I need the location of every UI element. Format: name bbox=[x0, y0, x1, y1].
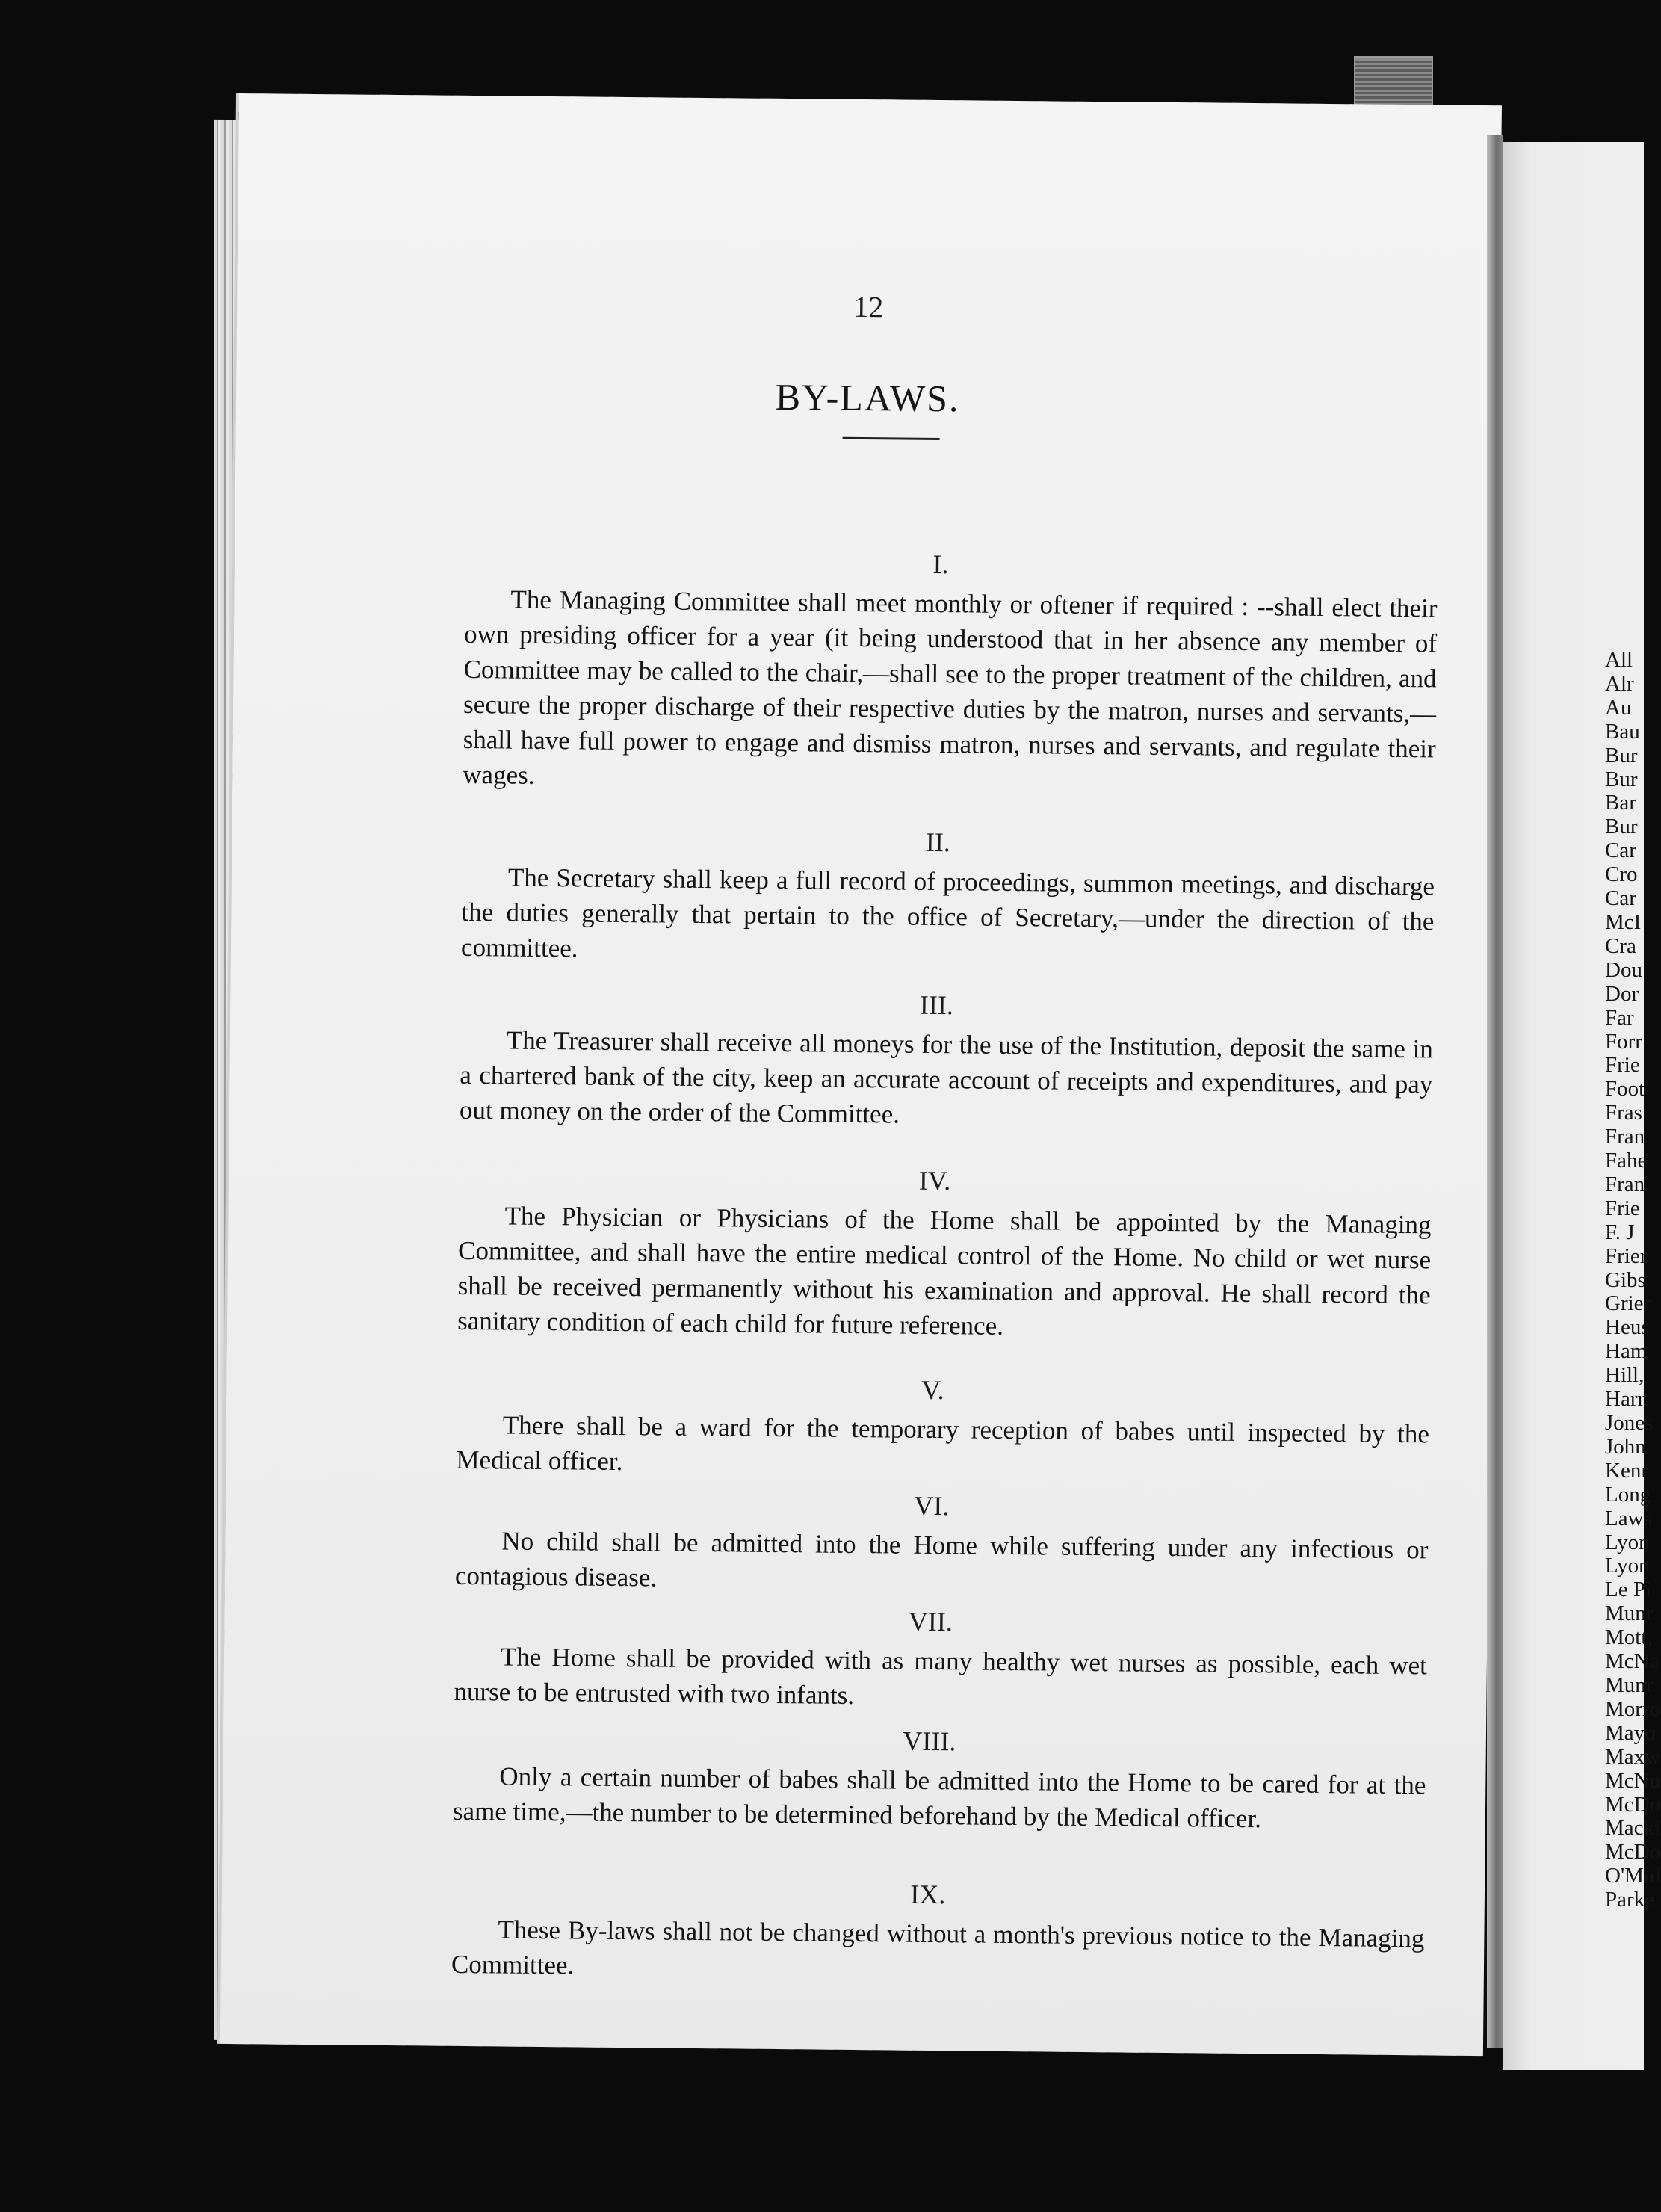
facing-page-name: Le Pi bbox=[1605, 1578, 1652, 1602]
bylaw-text: The Secretary shall keep a full record of proceedings, summon meetings, and discharge the duties generally that pertain to the office of Secretary,—under the direction of the committee. bbox=[460, 862, 1435, 963]
facing-page-name: Fahe bbox=[1605, 1149, 1648, 1173]
bylaw-numeral: VIII. bbox=[903, 1726, 956, 1757]
bylaw-numeral: V. bbox=[921, 1374, 944, 1406]
bylaw-numeral: VI. bbox=[914, 1490, 950, 1521]
facing-page-name: Bau bbox=[1605, 719, 1640, 744]
facing-page-name: McNa bbox=[1605, 1649, 1660, 1674]
bylaw-section bbox=[223, 1599, 1487, 1719]
facing-page-name: Frie bbox=[1605, 1053, 1640, 1078]
facing-page-name: John bbox=[1605, 1434, 1646, 1459]
facing-page-name: Parke bbox=[1605, 1888, 1655, 1912]
facing-page-name: Car bbox=[1605, 838, 1636, 863]
page-number: 12 bbox=[853, 289, 884, 324]
facing-page-name: Munr bbox=[1605, 1672, 1654, 1697]
facing-page-name: Dou bbox=[1605, 957, 1642, 982]
facing-page-name: Alr bbox=[1605, 671, 1634, 696]
facing-page-name: Cro bbox=[1605, 862, 1638, 887]
facing-page-name: Maxw bbox=[1605, 1744, 1661, 1769]
title-divider bbox=[843, 437, 940, 440]
document-page bbox=[220, 93, 1502, 2056]
bylaw-text: The Home shall be provided with as many healthy wet nurses as possible, each wet nurse to be entrusted with two infants. bbox=[454, 1642, 1428, 1710]
facing-page-name: Ham bbox=[1605, 1339, 1648, 1364]
bylaw-numeral: IV. bbox=[918, 1165, 951, 1196]
facing-page-name: Frie bbox=[1605, 1196, 1640, 1220]
facing-page-name: McDo bbox=[1605, 1840, 1661, 1865]
bylaw-text: There shall be a ward for the temporary reception of babes until inspected by the Medical officer. bbox=[456, 1410, 1430, 1477]
facing-page-name: Cra bbox=[1605, 933, 1636, 958]
bylaw-numeral: I. bbox=[932, 549, 949, 580]
bylaw-section bbox=[232, 542, 1497, 802]
facing-page-name: Munr bbox=[1605, 1601, 1654, 1626]
bylaw-numeral: IX. bbox=[910, 1879, 946, 1910]
bylaw-numeral: III. bbox=[919, 989, 954, 1021]
facing-page-name: Fran bbox=[1605, 1172, 1645, 1196]
facing-page-name: Grier bbox=[1605, 1291, 1651, 1316]
bylaw-section bbox=[225, 1483, 1488, 1603]
facing-page-name: Jones bbox=[1605, 1411, 1654, 1435]
facing-page-name: Fras bbox=[1605, 1101, 1642, 1125]
facing-page-name: Fran bbox=[1605, 1125, 1645, 1149]
bylaw-section bbox=[226, 1368, 1489, 1487]
bylaw-text: The Managing Committee shall meet monthly or oftener if required : --shall elect their own presiding officer for a year (it being understood that in her absence any member of Committee may be called to the chair,—shall see to the proper treatment of the children, and secure the proper discharge of their respective duties by the matron, nurses and servants,—shall have full power to engage and dismiss matron, nurses and servants, and regulate their wages. bbox=[463, 584, 1438, 790]
bylaw-text: The Physician or Physicians of the Home shall be appointed by the Managing Committee, and shall have the entire medical control of the Home. No child or wet nurse shall be received permanently without his examination and approval. He shall record the sanitary condition of each child for future reference. bbox=[457, 1201, 1432, 1341]
book-gutter bbox=[1487, 135, 1503, 2048]
bylaw-text: The Treasurer shall receive all moneys for the use of the Institution, deposit the same in a chartered bank of the city, keep an accurate account of receipts and expenditures, and pay out money on the order of the Committee. bbox=[459, 1025, 1433, 1129]
bylaw-numeral: VII. bbox=[908, 1606, 953, 1637]
facing-page-name: Lyon bbox=[1605, 1530, 1650, 1554]
facing-page-name: Macki bbox=[1605, 1816, 1661, 1841]
page-title: BY-LAWS. bbox=[775, 375, 960, 420]
facing-page-name: Kenr bbox=[1605, 1458, 1648, 1483]
facing-page-name: F. J bbox=[1605, 1220, 1635, 1244]
facing-page-name: Lyon bbox=[1605, 1554, 1650, 1578]
facing-page-name: Foot bbox=[1605, 1077, 1645, 1102]
facing-page-name: Morro bbox=[1605, 1696, 1661, 1721]
facing-page-name: Long bbox=[1605, 1482, 1651, 1507]
facing-page-name: McNu bbox=[1605, 1768, 1661, 1793]
facing-page-name: Hill, bbox=[1605, 1363, 1645, 1388]
facing-page-name: Far bbox=[1605, 1005, 1634, 1030]
bylaw-numeral: II. bbox=[925, 827, 951, 858]
bylaw-section bbox=[229, 983, 1494, 1137]
facing-page-name: Car bbox=[1605, 886, 1636, 911]
facing-page-name: Forr bbox=[1605, 1029, 1642, 1054]
facing-page-name: Bur bbox=[1605, 743, 1638, 767]
facing-page-name: McDo bbox=[1605, 1792, 1661, 1817]
bylaw-section bbox=[231, 820, 1495, 974]
facing-page-name: All bbox=[1605, 648, 1633, 672]
facing-page-name: Dor bbox=[1605, 981, 1639, 1006]
facing-page-name: Mott, bbox=[1605, 1625, 1653, 1650]
facing-page-name: Heus bbox=[1605, 1315, 1650, 1340]
facing-page-name: Bur bbox=[1605, 815, 1638, 839]
facing-page-name: Au bbox=[1605, 695, 1632, 720]
facing-page-name: Frier bbox=[1605, 1244, 1648, 1268]
facing-page-name: Harr bbox=[1605, 1387, 1645, 1412]
facing-page-name: Mayo bbox=[1605, 1720, 1656, 1745]
bylaw-text: No child shall be admitted into the Home while suffering under any infectious or contagious disease. bbox=[454, 1526, 1429, 1592]
facing-page-name: McI bbox=[1605, 909, 1642, 934]
bylaw-section bbox=[223, 1719, 1486, 1838]
facing-page-name: Laws bbox=[1605, 1506, 1652, 1530]
facing-page-name-list bbox=[1605, 648, 1661, 1912]
facing-page-name: Gibs bbox=[1605, 1267, 1646, 1292]
facing-page-name: O'Mul bbox=[1605, 1864, 1661, 1888]
facing-page-name: Bar bbox=[1605, 791, 1636, 815]
bylaw-text: These By-laws shall not be changed without a month's previous notice to the Managing Committee. bbox=[451, 1915, 1425, 1980]
facing-page-name: Bur bbox=[1605, 767, 1638, 791]
bylaw-text: Only a certain number of babes shall be admitted into the Home to be cared for at the same time,—the number to be determined beforehand by the Medical officer. bbox=[452, 1761, 1426, 1834]
bylaw-section bbox=[221, 1872, 1485, 1992]
bylaw-section bbox=[227, 1158, 1491, 1348]
